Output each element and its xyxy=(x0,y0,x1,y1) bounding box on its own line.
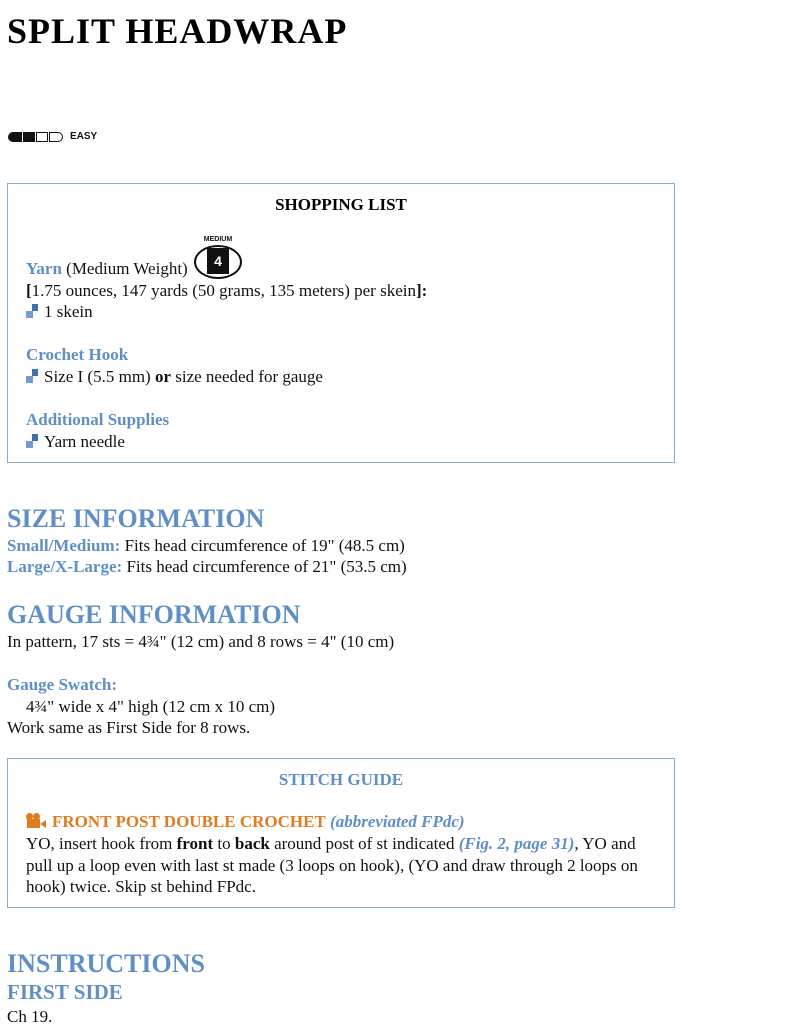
stitch-name: FRONT POST DOUBLE CROCHET xyxy=(52,812,326,831)
instructions-heading: INSTRUCTIONS xyxy=(7,949,205,978)
bullet-icon xyxy=(26,369,39,383)
hook-label: Crochet Hook xyxy=(26,345,129,364)
yarn-details-line xyxy=(26,281,427,301)
first-side-heading: FIRST SIDE xyxy=(7,980,123,1004)
yarn-close-bracket: ]: xyxy=(415,281,428,300)
gauge-swatch-label: Gauge Swatch: xyxy=(7,675,118,694)
skill-level-bars xyxy=(8,132,64,142)
stitch-guide-box xyxy=(7,758,675,908)
stitch-text: around post of st indicated xyxy=(269,834,459,853)
size-heading: SIZE INFORMATION xyxy=(7,504,265,533)
yarn-label: Yarn xyxy=(26,259,62,278)
hook-rest: size needed for gauge xyxy=(171,367,323,386)
size-small-label: Small/Medium: xyxy=(7,536,121,555)
yarn-weight: (Medium Weight) xyxy=(61,259,192,278)
hook-item xyxy=(26,367,323,387)
skill-level-label: EASY xyxy=(70,131,98,142)
skill-level-segment xyxy=(23,132,35,142)
gauge-heading: GAUGE INFORMATION xyxy=(7,600,301,629)
first-side-line: Ch 19. xyxy=(7,1007,53,1026)
stitch-text: YO, insert hook from xyxy=(26,834,177,853)
supplies-item-text: Yarn needle xyxy=(44,432,125,451)
yarn-line xyxy=(26,236,244,280)
shopping-list-box xyxy=(7,183,675,463)
supplies-label: Additional Supplies xyxy=(26,410,170,429)
supplies-item xyxy=(26,432,125,452)
stitch-description xyxy=(26,833,656,898)
stitch-text: , YO and pull up a loop even with last st made (3 loops on hook), (YO and draw through 2 loops on hook) twice. Skip st behind FPdc. xyxy=(26,834,638,896)
skill-level-indicator xyxy=(8,131,97,142)
gauge-swatch-note: Work same as First Side for 8 rows. xyxy=(7,718,251,737)
size-small-text: Fits head circumference of 19" (48.5 cm) xyxy=(120,536,405,555)
stitch-guide-heading: STITCH GUIDE xyxy=(278,770,404,789)
yarn-details: 1.75 ounces, 147 yards (50 grams, 135 meters) per skein xyxy=(31,281,416,300)
stitch-back: back xyxy=(234,834,270,853)
size-small xyxy=(7,536,405,556)
skill-level-segment xyxy=(36,132,48,142)
yarn-open-bracket: [ xyxy=(26,281,32,300)
stitch-title-line xyxy=(26,812,465,832)
figure-reference-link[interactable]: (Fig. 2, page 31) xyxy=(458,834,575,853)
page-title: SPLIT HEADWRAP xyxy=(7,11,348,51)
yarn-amount-item xyxy=(26,302,93,322)
yarn-amount: 1 skein xyxy=(44,302,93,321)
gauge-pattern-text: In pattern, 17 sts = 4¾" (12 cm) and 8 rows = 4" (10 cm) xyxy=(7,632,395,651)
yarn-weight-icon xyxy=(192,236,244,280)
stitch-text: to xyxy=(213,834,235,853)
stitch-abbreviation: (abbreviated FPdc) xyxy=(330,812,465,831)
size-large-text: Fits head circumference of 21" (53.5 cm) xyxy=(122,557,407,576)
gauge-swatch-size: 4¾" wide x 4" high (12 cm x 10 cm) xyxy=(26,697,276,716)
hook-size: Size I (5.5 mm) xyxy=(44,367,155,386)
skill-level-segment xyxy=(49,132,63,142)
bullet-icon xyxy=(26,304,39,318)
shopping-list-heading: SHOPPING LIST xyxy=(275,195,407,214)
size-large xyxy=(7,557,407,577)
hook-or: or xyxy=(154,367,171,386)
stitch-front: front xyxy=(176,834,214,853)
skill-level-segment xyxy=(8,132,22,142)
bullet-icon xyxy=(26,434,39,448)
yarn-weight-icon-caption: MEDIUM xyxy=(203,236,233,243)
yarn-weight-icon-number: 4 xyxy=(207,248,229,274)
video-camera-icon[interactable] xyxy=(26,813,46,829)
size-large-label: Large/X-Large: xyxy=(7,557,123,576)
